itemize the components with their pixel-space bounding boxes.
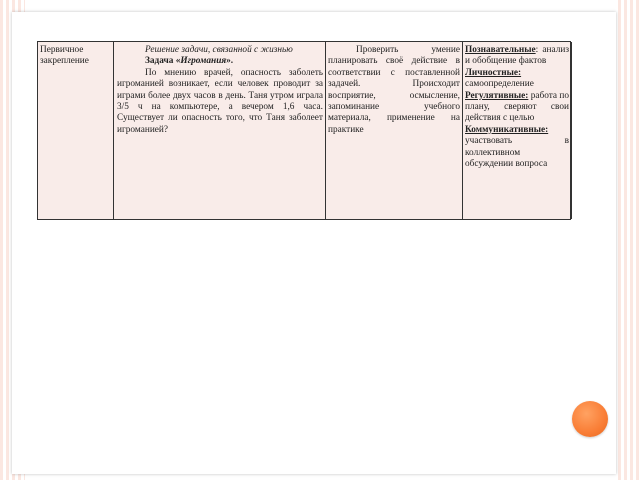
personal-label-line <box>465 68 569 79</box>
task-cell <box>113 42 325 219</box>
task-text: По мнению врачей, опасность заболеть игроманией возникает, если человек проводит за играми более двух часов в день. Таня утром играла 3/5 ч на компьютере, а вечером 1,6 часа. Существует ли опасность того, что Таня заболеет игроманией? <box>117 67 323 135</box>
task-title-prefix: Задача « <box>145 56 181 67</box>
stage-cell <box>38 42 113 219</box>
task-heading: Решение задачи, связанной с жизнью <box>145 45 293 55</box>
communicative-label-line <box>465 125 569 136</box>
cognitive-label: Познавательные <box>465 45 536 55</box>
goal-text: Проверить умение планировать своё действие в соответствии с поставленной задачей. Происходит восприятие, осмысление, запоминание учебного материала, применение на практике <box>328 45 460 135</box>
lesson-table <box>37 41 571 220</box>
regulatory-block <box>465 91 569 125</box>
cognitive-text: анализ и обобщение фактов <box>465 45 569 67</box>
task-title-suffix: ». <box>226 56 234 67</box>
cognitive-block: Познавательные: анализ и обобщение фактов <box>465 45 569 67</box>
personal-label: Личностные: <box>465 67 522 78</box>
communicative-label: Коммуникативные: <box>465 124 549 135</box>
goal-cell <box>325 42 462 219</box>
personal-text: самоопределение <box>465 79 534 90</box>
task-title <box>117 56 323 67</box>
stage-text: Первичное закрепление <box>40 45 89 67</box>
uud-cell <box>462 42 572 219</box>
regulatory-text: работа по плану, сверяют свои действия с целью <box>465 90 569 124</box>
communicative-text: участвовать в коллективном обсуждении вопроса <box>465 136 569 170</box>
regulatory-label: Регулятивные: <box>465 90 529 101</box>
task-title-name: Игромания <box>180 56 227 67</box>
orange-circle-decoration <box>572 401 608 437</box>
